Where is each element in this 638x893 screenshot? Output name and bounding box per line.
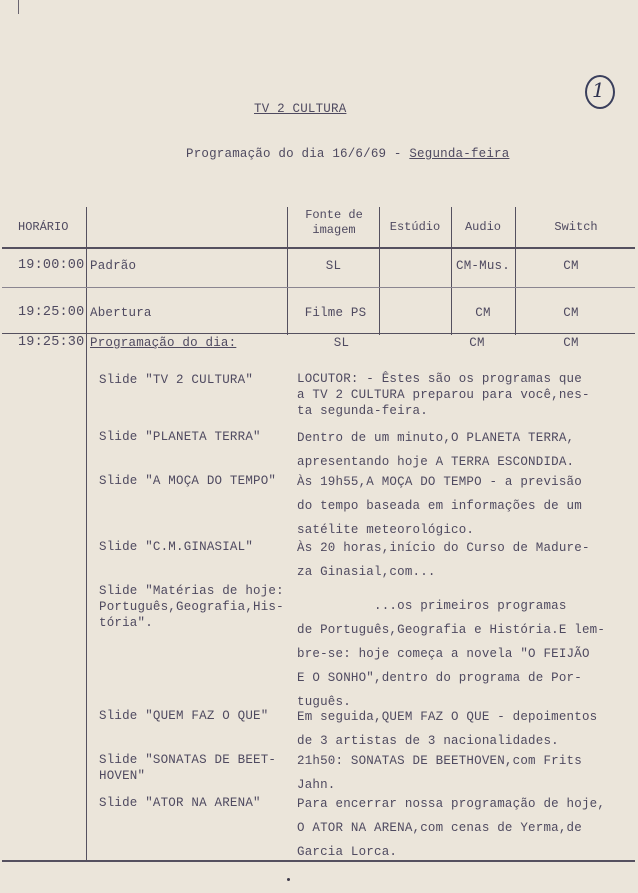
slide-label: Slide "QUEM FAZ O QUE": [99, 709, 269, 723]
slide-label: Slide "ATOR NA ARENA": [99, 796, 261, 810]
narration-text: Dentro de um minuto,O PLANETA TERRA, apresentando hoje A TERRA ESCONDIDA.: [297, 431, 575, 469]
row-3-time: 19:25:30: [18, 335, 85, 350]
narration-text: Às 19h55,A MOÇA DO TEMPO - a previsão do tempo baseada em informações de um satélite meteorológico.: [297, 475, 582, 537]
row-1-desc: Padrão: [90, 259, 137, 273]
subtitle-date: Programação do dia 16/6/69 -: [186, 147, 410, 161]
subtitle-day: Segunda-feira: [409, 147, 510, 161]
paper-mark: [287, 878, 290, 881]
slide-label: Slide "PLANETA TERRA": [99, 430, 261, 444]
narration-text: LOCUTOR: - Êstes são os programas que a TV 2 CULTURA preparou para você,nes- ta segunda-feira.: [297, 372, 590, 418]
slide-label: Slide "C.M.GINASIAL": [99, 540, 254, 554]
document-title: TV 2 CULTURA: [254, 102, 347, 116]
slide-label: Slide "TV 2 CULTURA": [99, 373, 254, 387]
row-3-desc: Programação do dia:: [90, 336, 237, 350]
row-1-audio: CM-Mus.: [456, 259, 510, 273]
slide-label: Slide "Matérias de hoje: Português,Geografia,His- tória".: [99, 584, 284, 630]
header-audio: Audio: [464, 220, 501, 234]
row-2-time: 19:25:00: [18, 305, 85, 320]
header-horario: HORÁRIO: [18, 220, 69, 234]
slide-label: Slide "SONATAS DE BEET- HOVEN": [99, 753, 277, 783]
row-3-fonte: SL: [333, 336, 350, 350]
row-rule-1: [2, 287, 635, 288]
row-3-audio: CM: [469, 336, 485, 350]
row-3-switch: CM: [563, 336, 579, 350]
row-1-fonte: SL: [325, 259, 342, 273]
narration-text: 21h50: SONATAS DE BEETHOVEN,com Frits Jahn.: [297, 754, 582, 792]
row-2-desc: Abertura: [90, 306, 152, 320]
paper-mark: [18, 0, 19, 14]
row-2-fonte: Filme PS: [304, 306, 367, 320]
narration-text: Às 20 horas,início do Curso de Madure- za Ginasial,com...: [297, 541, 590, 579]
header-fonte: Fonte de imagem: [305, 208, 363, 237]
table-top-rule: [2, 247, 635, 249]
header-switch: Switch: [554, 220, 598, 234]
narration-text: Para encerrar nossa programação de hoje, O ATOR NA ARENA,com cenas de Yerma,de Garcia Lorca.: [297, 797, 606, 859]
row-1-time: 19:00:00: [18, 258, 85, 273]
slide-label: Slide "A MOÇA DO TEMPO": [99, 474, 277, 488]
narration-text: ...os primeiros programas de Português,Geografia e História.E lem- bre-se: hoje começa a novela "O FEIJÃO E O SONHO",dentro do programa de Por- tuguês.: [297, 599, 606, 709]
column-divider-time: [86, 207, 87, 860]
row-1-switch: CM: [563, 259, 579, 273]
page-number: 1: [592, 78, 605, 102]
row-rule-2: [2, 333, 635, 334]
row-2-switch: CM: [563, 306, 579, 320]
row-2-audio: CM: [475, 306, 491, 320]
narration-text: Em seguida,QUEM FAZ O QUE - depoimentos de 3 artistas de 3 nacionalidades.: [297, 710, 598, 748]
header-estudio: Estúdio: [389, 220, 441, 234]
document-subtitle: [186, 147, 509, 161]
